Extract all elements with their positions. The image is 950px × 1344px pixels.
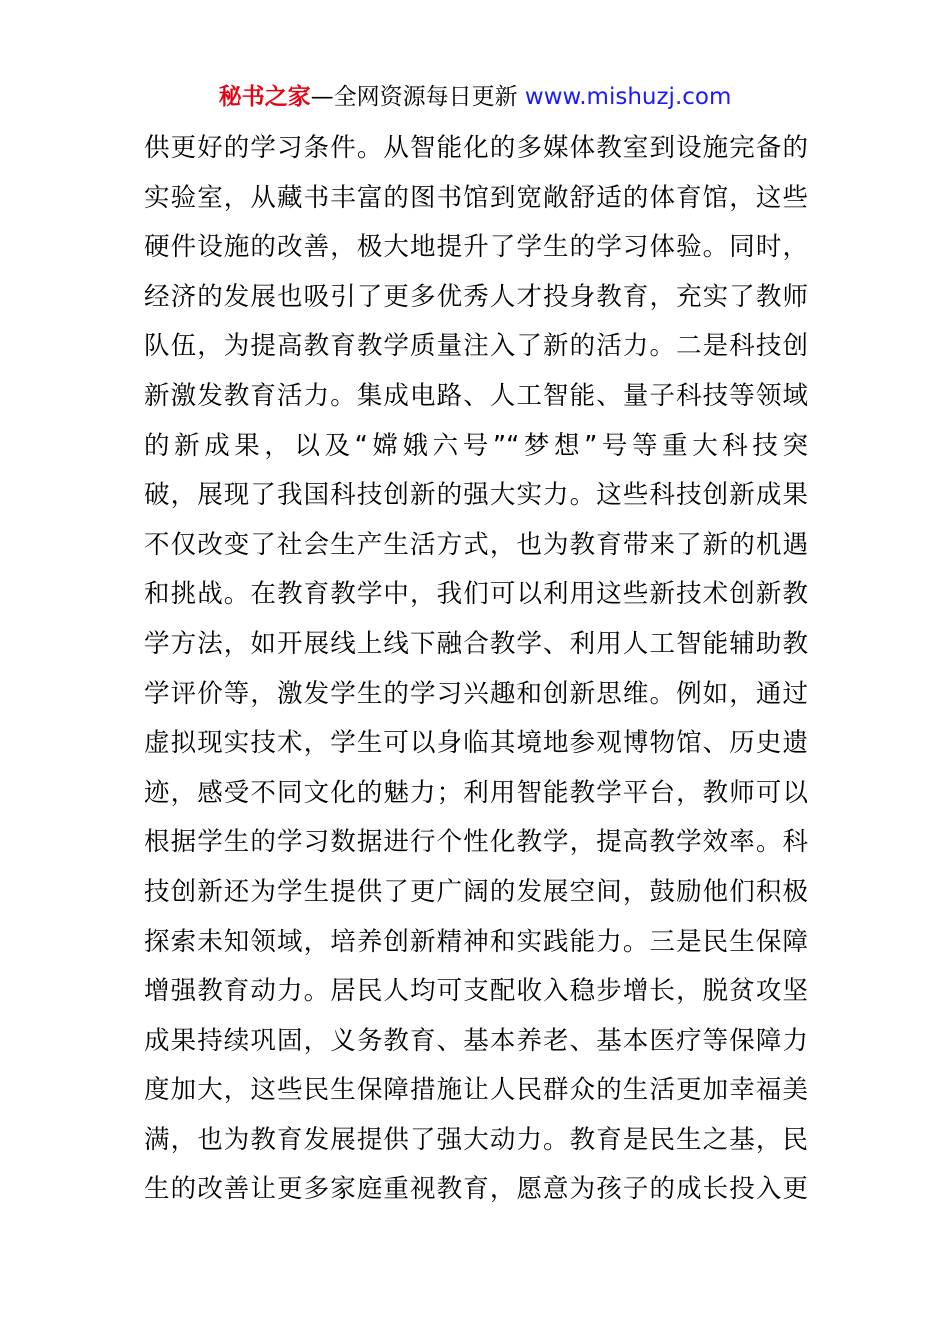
text-line: 学评价等，激发学生的学习兴趣和创新思维。例如，通过	[144, 678, 808, 709]
text-line: 新激发教育活力。集成电路、人工智能、量子科技等领域	[144, 380, 808, 411]
text-line: 硬件设施的改善，极大地提升了学生的学习体验。同时，	[144, 232, 808, 263]
text-line: 成果持续巩固，义务教育、基本养老、基本医疗等保障力	[144, 1025, 808, 1056]
header-tagline: —全网资源每日更新	[310, 84, 525, 110]
text-line: 学方法，如开展线上线下融合教学、利用人工智能辅助教	[144, 628, 808, 659]
body-text	[144, 124, 808, 1215]
text-line: 度加大，这些民生保障措施让人民群众的生活更加幸福美	[144, 1075, 808, 1106]
text-line: 经济的发展也吸引了更多优秀人才投身教育，充实了教师	[144, 281, 808, 312]
brand-name: 秘书之家	[218, 84, 311, 110]
text-line: 根据学生的学习数据进行个性化教学，提高教学效率。科	[144, 827, 808, 858]
text-line: 不仅改变了社会生产生活方式，也为教育带来了新的机遇	[144, 529, 808, 560]
site-header	[0, 80, 950, 114]
text-line: 虚拟现实技术，学生可以身临其境地参观博物馆、历史遗	[144, 728, 808, 759]
text-line: 迹，感受不同文化的魅力；利用智能教学平台，教师可以	[144, 777, 808, 808]
text-line: 破，展现了我国科技创新的强大实力。这些科技创新成果	[144, 480, 808, 511]
site-url-link[interactable]: www.mishuzj.com	[524, 84, 732, 110]
text-line: 供更好的学习条件。从智能化的多媒体教室到设施完备的	[144, 133, 808, 163]
text-line: 实验室，从藏书丰富的图书馆到宽敞舒适的体育馆，这些	[144, 182, 808, 213]
text-line: 增强教育动力。居民人均可支配收入稳步增长，脱贫攻坚	[144, 976, 808, 1007]
text-line: 队伍，为提高教育教学质量注入了新的活力。二是科技创	[144, 331, 808, 362]
text-line: 满，也为教育发展提供了强大动力。教育是民生之基，民	[144, 1124, 808, 1155]
text-line: 和挑战。在教育教学中，我们可以利用这些新技术创新教	[144, 579, 808, 610]
text-line: 技创新还为学生提供了更广阔的发展空间，鼓励他们积极	[144, 876, 808, 907]
text-line: 生的改善让更多家庭重视教育，愿意为孩子的成长投入更	[144, 1174, 808, 1205]
text-line: 的新成果，以及“嫦娥六号”“梦想”号等重大科技突	[144, 430, 808, 461]
text-line: 探索未知领域，培养创新精神和实践能力。三是民生保障	[144, 926, 808, 957]
